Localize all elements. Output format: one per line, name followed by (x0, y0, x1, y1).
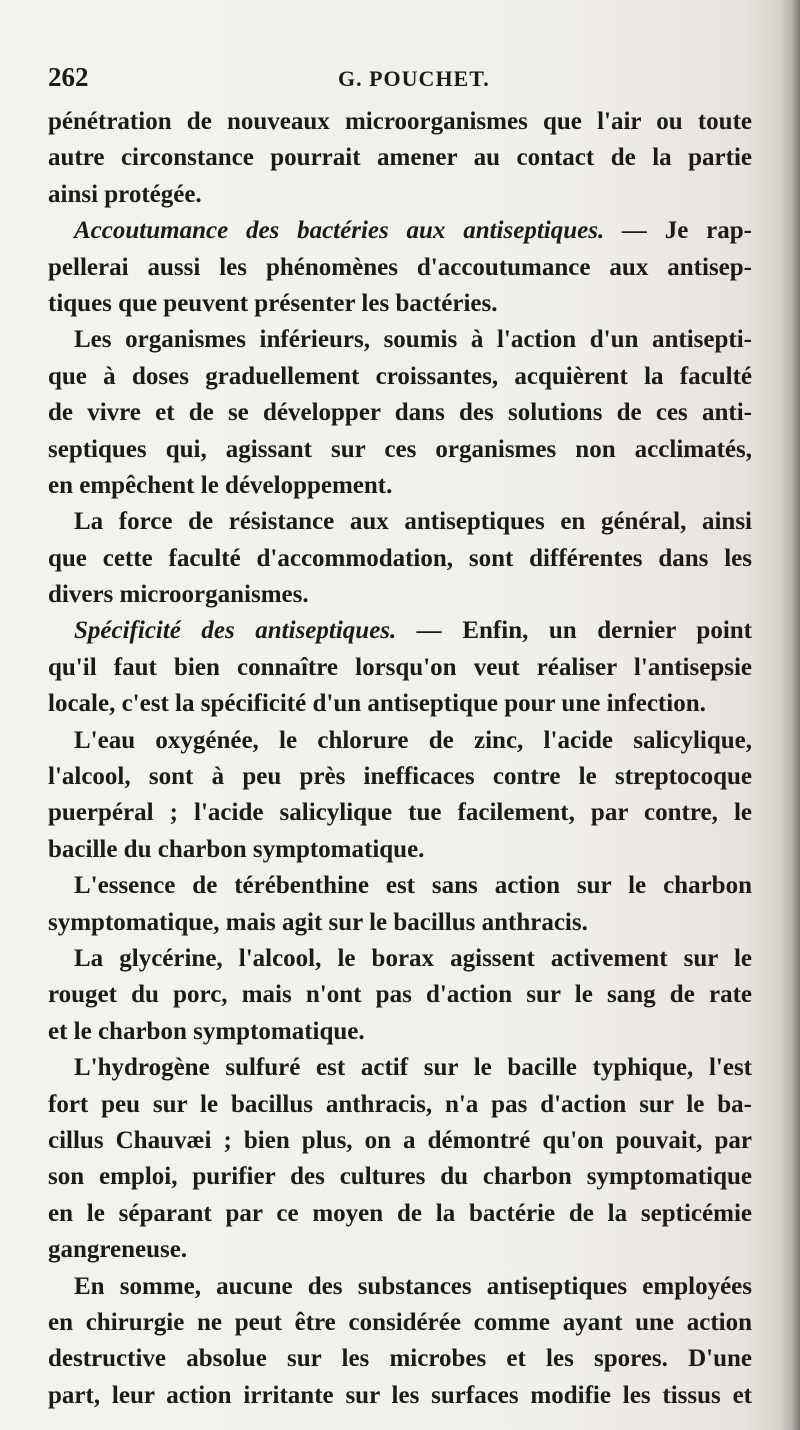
text-line: en le séparant par ce moyen de la bactérie de la septicémie (48, 1199, 752, 1227)
text-line: En somme, aucune des substances antiseptiques employées (74, 1272, 752, 1300)
text-line: La glycérine, l'alcool, le borax agissent activement sur le (74, 944, 752, 972)
text-line: part, leur action irritante sur les surfaces modifie les tissus et (48, 1381, 752, 1409)
text-line: et le charbon symptomatique. (48, 1017, 365, 1045)
text-line: de vivre et de se développer dans des solutions de ces anti- (48, 399, 752, 427)
text-line: locale, c'est la spécificité d'un antiseptique pour une infection. (48, 690, 706, 718)
text-line: symptomatique, mais agit sur le bacillus anthracis. (48, 908, 588, 936)
text-line: puerpéral ; l'acide salicylique tue facilement, par contre, le (48, 799, 752, 827)
text-line: en empêchent le développement. (48, 471, 393, 499)
text-line: L'hydrogène sulfuré est actif sur le bacille typhique, l'est (74, 1054, 752, 1082)
body-text (48, 104, 752, 1414)
section-heading-specificite: Spécificité des antiseptiques. — (74, 617, 442, 645)
text-line: rouget du porc, mais n'ont pas d'action sur le sang de rate (48, 981, 752, 1009)
text-line: septiques qui, agissant sur ces organismes non acclimatés, (48, 435, 752, 463)
text-line-tail: Enfin, un dernier point (462, 617, 753, 645)
text-line: gangreneuse. (48, 1236, 188, 1264)
running-head: G. POUCHET. (338, 66, 490, 91)
section-heading-line (48, 213, 752, 249)
text-line: fort peu sur le bacillus anthracis, n'a pas d'action sur le ba- (48, 1090, 752, 1118)
text-line: son emploi, purifier des cultures du charbon symptomatique (48, 1163, 752, 1191)
text-line: en chirurgie ne peut être considérée comme ayant une action (48, 1308, 752, 1336)
page-edge-shadow (778, 0, 800, 1430)
text-line: l'alcool, sont à peu près inefficaces contre le streptocoque (48, 763, 752, 791)
text-line: que à doses graduellement croissantes, acquièrent la faculté (48, 362, 752, 390)
text-line: bacille du charbon symptomatique. (48, 835, 425, 863)
page-number: 262 (48, 62, 89, 92)
text-line: L'essence de térébenthine est sans action sur le charbon (74, 872, 752, 900)
text-line: L'eau oxygénée, le chlorure de zinc, l'acide salicylique, (74, 726, 752, 754)
text-line: Les organismes inférieurs, soumis à l'action d'un antisepti- (74, 326, 752, 354)
text-line: destructive absolue sur les microbes et les spores. D'une (48, 1345, 752, 1373)
text-line: pénétration de nouveaux microorganismes que l'air ou toute (48, 108, 752, 135)
text-line: que cette faculté d'accommodation, sont différentes dans les (48, 544, 752, 572)
section-heading-line (48, 613, 752, 649)
text-line-tail: Je rap- (664, 217, 752, 245)
text-line: cillus Chauvæi ; bien plus, on a démontré qu'on pouvait, par (48, 1126, 752, 1154)
text-line: tiques que peuvent présenter les bactéries. (48, 289, 498, 317)
text-line: pellerai aussi les phénomènes d'accoutumance aux antisep- (48, 253, 752, 281)
text-line: La force de résistance aux antiseptiques en général, ainsi (74, 508, 752, 536)
text-line: qu'il faut bien connaître lorsqu'on veut réaliser l'antisepsie (48, 653, 752, 681)
text-line: ainsi protégée. (48, 180, 202, 208)
section-heading-accoutumance: Accoutumance des bactéries aux antiseptiques. — (74, 217, 647, 245)
page-header (48, 62, 756, 98)
text-line: autre circonstance pourrait amener au contact de la partie (48, 144, 752, 172)
text-line: divers microorganismes. (48, 581, 309, 609)
